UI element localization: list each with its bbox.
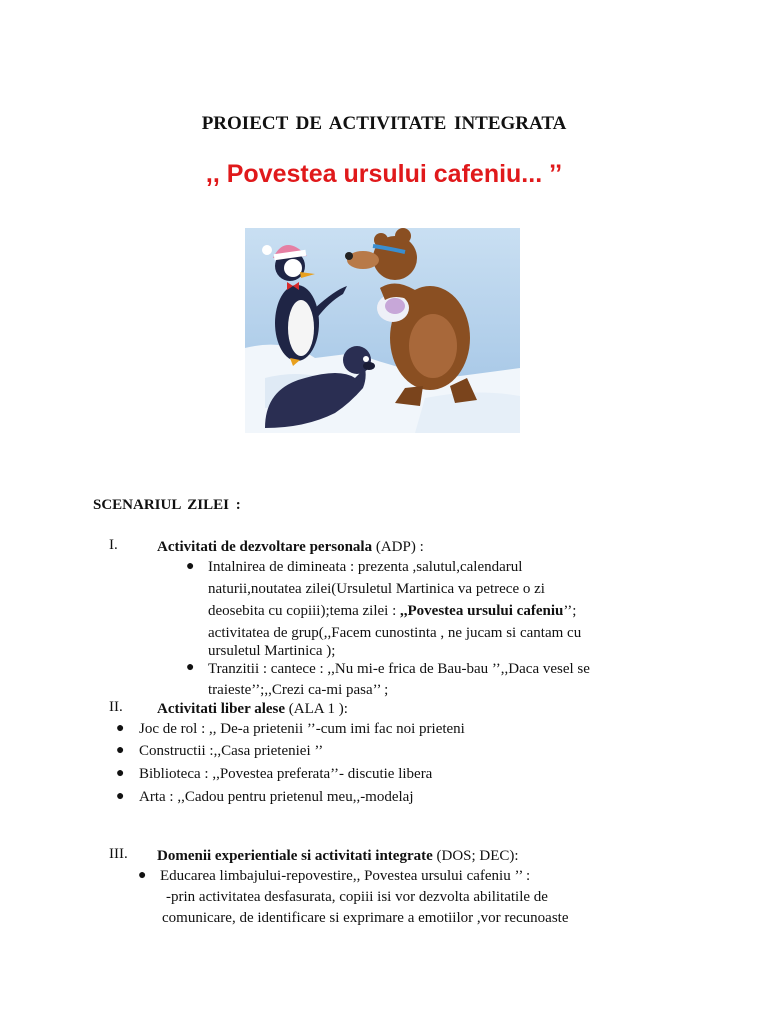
- bullet-icon: ●: [116, 743, 125, 758]
- list-item-text: deosebita cu copiii);tema zilei :: [208, 603, 401, 619]
- section-heading: [157, 846, 519, 866]
- list-item-line: ursuletul Martinica );: [208, 643, 336, 659]
- section-heading-bold: Activitati liber alese: [157, 701, 286, 717]
- bullet-icon: ●: [138, 868, 147, 883]
- list-item-line: [208, 601, 576, 621]
- list-item-line: Intalnirea de dimineata : prezenta ,salutul,calendarul: [208, 559, 523, 575]
- section-numeral: II.: [109, 699, 123, 715]
- section-heading: [157, 537, 424, 557]
- section-heading-rest: (ADP) :: [372, 539, 424, 555]
- section-heading-rest: (DOS; DEC):: [432, 848, 519, 864]
- section-numeral: I.: [109, 537, 118, 553]
- bullet-icon: ●: [186, 660, 195, 675]
- section-heading-bold: Domenii experientiale si activitati integrate: [157, 848, 433, 864]
- list-item-line: Tranzitii : cantece : ,,Nu mi-e frica de Bau-bau ’’,,Daca vesel se: [208, 661, 590, 677]
- section-heading-bold: Activitati de dezvoltare personala: [157, 539, 373, 555]
- list-item: Biblioteca : ,,Povestea preferata’’- discutie libera: [139, 766, 433, 782]
- bullet-icon: ●: [116, 789, 125, 804]
- scenario-heading: SCENARIUL ZILEI :: [93, 497, 241, 513]
- section-heading-rest: (ALA 1 ):: [285, 701, 348, 717]
- list-item: Constructii :,,Casa prieteniei ’’: [139, 743, 324, 759]
- bear-penguin-seal-illustration: [245, 228, 520, 433]
- document-title: PROIECT DE ACTIVITATE INTEGRATA: [201, 113, 567, 134]
- section-numeral: III.: [109, 846, 128, 862]
- list-item-line: activitatea de grup(,,Facem cunostinta , ne jucam si cantam cu: [208, 625, 582, 641]
- list-item-text: ’’;: [563, 603, 577, 619]
- list-item: Arta : ,,Cadou pentru prietenul meu,,-modelaj: [139, 789, 414, 805]
- bullet-icon: ●: [186, 559, 195, 574]
- theme-title: ,,Povestea ursului cafeniu: [400, 603, 564, 619]
- list-item-line: naturii,noutatea zilei(Ursuletul Martinica va petrece o zi: [208, 581, 545, 597]
- list-item: Joc de rol : ,, De-a prietenii ’’-cum imi fac noi prieteni: [139, 721, 465, 737]
- bullet-icon: ●: [116, 766, 125, 781]
- list-item-line: -prin activitatea desfasurata, copiii isi vor dezvolta abilitatile de: [166, 889, 548, 905]
- list-item-line: traieste’’;,,Crezi ca-mi pasa’’ ;: [208, 682, 389, 698]
- section-heading: [157, 699, 348, 719]
- bullet-icon: ●: [116, 721, 125, 736]
- list-item-line: Educarea limbajului-repovestire,, Povestea ursului cafeniu ’’ :: [160, 868, 531, 884]
- document-subtitle: ,, Povestea ursului cafeniu... ’’: [205, 160, 563, 188]
- list-item-line: comunicare, de identificare si exprimare a emotiilor ,vor recunoaste: [162, 910, 569, 926]
